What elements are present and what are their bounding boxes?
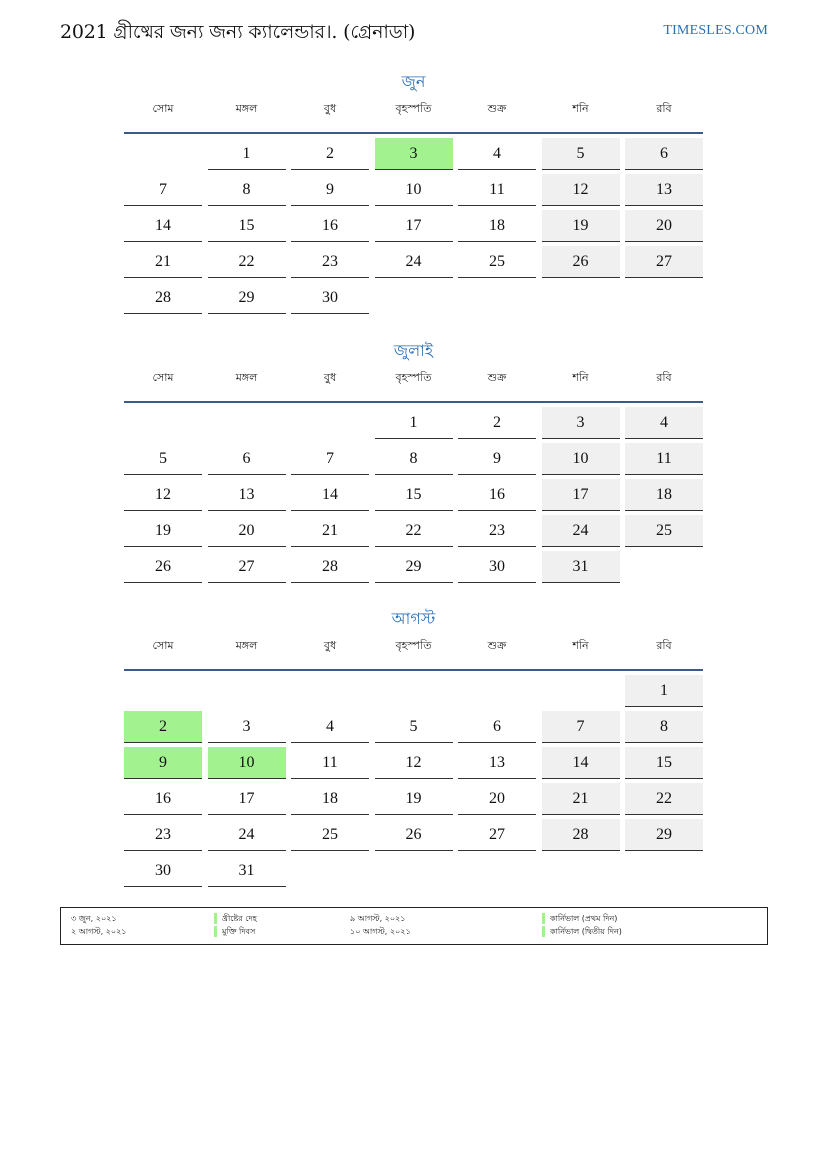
day-cell: 23: [124, 819, 202, 851]
day-cell: 3: [208, 711, 286, 743]
day-cell: 15: [375, 479, 453, 511]
day-cell: 28: [124, 282, 202, 314]
month-title: আগস্ট: [391, 609, 436, 628]
page-title: 2021 গ্রীষ্মের জন্য জন্য ক্যালেন্ডার।. (গ্রেনাডা): [60, 21, 416, 43]
weekday-label: বুধ: [323, 102, 337, 115]
day-cell: 10: [542, 443, 620, 475]
month-title: জুলাই: [393, 341, 434, 360]
day-cell: 31: [542, 551, 620, 583]
day-cell: 25: [291, 819, 369, 851]
holiday-marker: [214, 913, 217, 924]
month-july: [124, 339, 703, 575]
day-cell: 31: [208, 855, 286, 887]
weekday-label: রবি: [656, 102, 672, 115]
day-cell: 19: [124, 515, 202, 547]
weekday-label: মঙ্গল: [235, 639, 258, 652]
day-cell: 2: [458, 407, 536, 439]
weekday-label: বৃহস্পতি: [395, 639, 432, 652]
weekday-label: রবি: [656, 639, 672, 652]
day-cell: 28: [542, 819, 620, 851]
day-cell: 25: [625, 515, 703, 547]
day-cell: 1: [375, 407, 453, 439]
month-title: জুন: [401, 72, 426, 91]
day-cell: 9: [458, 443, 536, 475]
day-cell: 17: [542, 479, 620, 511]
day-cell: 16: [458, 479, 536, 511]
legend-holiday-name: কার্নিভাল (প্রথম দিন): [550, 914, 618, 923]
weekday-label: বৃহস্পতি: [395, 371, 432, 384]
holiday-marker: [542, 913, 545, 924]
day-cell: 23: [291, 246, 369, 278]
day-cell: 7: [124, 174, 202, 206]
weekday-label: বুধ: [323, 639, 337, 652]
day-cell: 29: [625, 819, 703, 851]
weekday-label: শুক্র: [487, 102, 507, 115]
day-cell: 17: [208, 783, 286, 815]
site-link[interactable]: TIMESLES.COM: [663, 23, 768, 38]
day-cell: 21: [542, 783, 620, 815]
holiday-marker: [214, 926, 217, 937]
day-cell: 24: [208, 819, 286, 851]
day-cell: 16: [291, 210, 369, 242]
weekday-label: শুক্র: [487, 639, 507, 652]
weekday-header: [124, 639, 703, 675]
day-cell: 24: [542, 515, 620, 547]
day-cell: 4: [458, 138, 536, 170]
day-cell: 11: [458, 174, 536, 206]
day-cell: 30: [124, 855, 202, 887]
day-cell: 13: [208, 479, 286, 511]
day-cell: 5: [542, 138, 620, 170]
day-cell: 12: [124, 479, 202, 511]
legend-holiday-name: মুক্তি দিবস: [222, 927, 256, 936]
day-cell: 11: [625, 443, 703, 475]
day-cell: 7: [291, 443, 369, 475]
day-cell: 4: [625, 407, 703, 439]
month-august: [124, 607, 703, 879]
weekday-label: সোম: [152, 102, 174, 115]
holiday-cell: 3: [375, 138, 453, 170]
legend-holiday-name: খ্রীষ্টের দেহ: [222, 914, 257, 923]
day-cell: 1: [625, 675, 703, 707]
legend-date: ২ আগস্ট, ২০২১: [71, 927, 127, 936]
day-cell: 18: [458, 210, 536, 242]
header-rule: [124, 401, 703, 403]
legend-date: ১০ আগস্ট, ২০২১: [350, 927, 411, 936]
weekday-label: সোম: [152, 639, 174, 652]
header-rule: [124, 669, 703, 671]
weekday-label: বুধ: [323, 371, 337, 384]
day-cell: 8: [375, 443, 453, 475]
weekday-label: শনি: [572, 371, 589, 384]
day-cell: 26: [542, 246, 620, 278]
day-cell: 25: [458, 246, 536, 278]
legend-date: ৯ আগস্ট, ২০২১: [350, 914, 406, 923]
day-cell: 13: [458, 747, 536, 779]
day-cell: 22: [375, 515, 453, 547]
day-cell: 3: [542, 407, 620, 439]
day-cell: 27: [458, 819, 536, 851]
day-cell: 19: [375, 783, 453, 815]
day-cell: 22: [625, 783, 703, 815]
day-cell: 15: [208, 210, 286, 242]
day-cell: 14: [124, 210, 202, 242]
day-cell: 5: [375, 711, 453, 743]
day-cell: 21: [291, 515, 369, 547]
day-cell: 24: [375, 246, 453, 278]
day-cell: 27: [208, 551, 286, 583]
day-cell: 7: [542, 711, 620, 743]
holiday-cell: 9: [124, 747, 202, 779]
legend-date: ৩ জুন, ২০২১: [71, 914, 117, 923]
day-cell: 6: [458, 711, 536, 743]
day-cell: 23: [458, 515, 536, 547]
day-cell: 20: [625, 210, 703, 242]
day-cell: 29: [375, 551, 453, 583]
day-cell: 28: [291, 551, 369, 583]
day-cell: 13: [625, 174, 703, 206]
day-cell: 27: [625, 246, 703, 278]
holiday-cell: 10: [208, 747, 286, 779]
weekday-header: [124, 102, 703, 138]
day-cell: 19: [542, 210, 620, 242]
day-cell: 30: [458, 551, 536, 583]
day-cell: 16: [124, 783, 202, 815]
weekday-header: [124, 371, 703, 407]
day-cell: 14: [291, 479, 369, 511]
holiday-cell: 2: [124, 711, 202, 743]
day-cell: 14: [542, 747, 620, 779]
holiday-legend: [60, 907, 768, 945]
day-cell: 1: [208, 138, 286, 170]
day-cell: 22: [208, 246, 286, 278]
day-cell: 6: [208, 443, 286, 475]
day-cell: 8: [208, 174, 286, 206]
month-june: [124, 70, 703, 306]
day-cell: 6: [625, 138, 703, 170]
weekday-label: শনি: [572, 639, 589, 652]
day-cell: 10: [375, 174, 453, 206]
day-cell: 2: [291, 138, 369, 170]
day-cell: 9: [291, 174, 369, 206]
weekday-label: সোম: [152, 371, 174, 384]
day-cell: 18: [625, 479, 703, 511]
weekday-label: মঙ্গল: [235, 102, 258, 115]
day-cell: 12: [375, 747, 453, 779]
day-cell: 18: [291, 783, 369, 815]
day-cell: 29: [208, 282, 286, 314]
weekday-label: শুক্র: [487, 371, 507, 384]
day-cell: 30: [291, 282, 369, 314]
day-cell: 21: [124, 246, 202, 278]
day-cell: 12: [542, 174, 620, 206]
weekday-label: মঙ্গল: [235, 371, 258, 384]
day-cell: 8: [625, 711, 703, 743]
header-rule: [124, 132, 703, 134]
day-cell: 20: [458, 783, 536, 815]
weekday-label: শনি: [572, 102, 589, 115]
day-cell: 26: [375, 819, 453, 851]
day-cell: 17: [375, 210, 453, 242]
day-cell: 4: [291, 711, 369, 743]
day-cell: 5: [124, 443, 202, 475]
day-cell: 26: [124, 551, 202, 583]
legend-holiday-name: কার্নিভাল (দ্বিতীয় দিন): [550, 927, 622, 936]
weekday-label: বৃহস্পতি: [395, 102, 432, 115]
day-cell: 11: [291, 747, 369, 779]
day-cell: 20: [208, 515, 286, 547]
holiday-marker: [542, 926, 545, 937]
day-cell: 15: [625, 747, 703, 779]
weekday-label: রবি: [656, 371, 672, 384]
